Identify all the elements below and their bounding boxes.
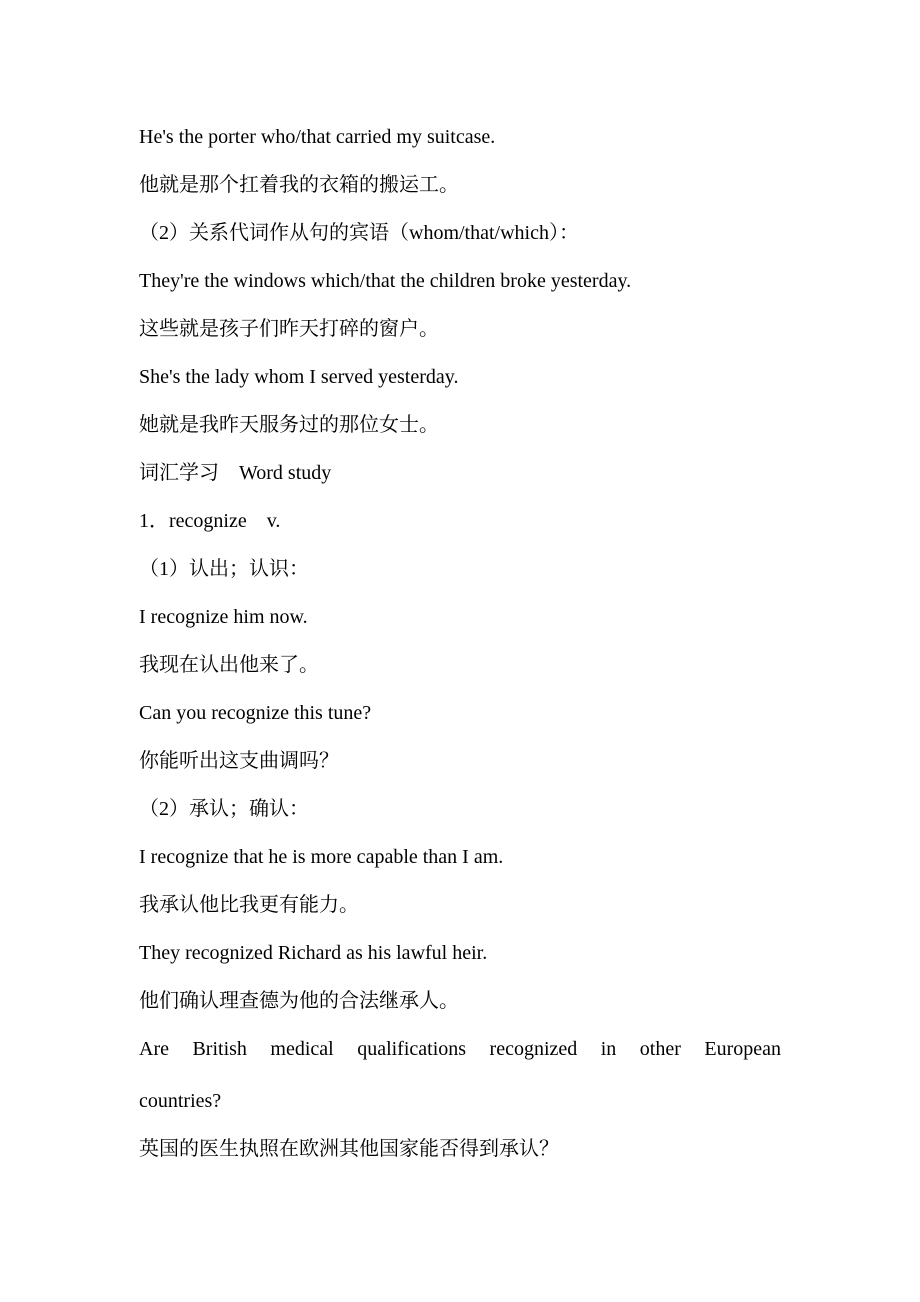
grammar-heading: （2）关系代词作从句的宾语（whom/that/which）： (139, 222, 579, 244)
example-sentence-line1: Are British medical qualifications recognized in other European (139, 1038, 781, 1060)
translation: 我承认他比我更有能力。 (139, 894, 359, 916)
translation: 英国的医生执照在欧洲其他国家能否得到承认？ (139, 1138, 559, 1160)
sense-heading: （1）认出；认识： (139, 558, 309, 580)
example-sentence: I recognize that he is more capable than I am. (139, 846, 504, 868)
example-sentence: Can you recognize this tune? (139, 702, 372, 724)
translation: 你能听出这支曲调吗？ (139, 750, 339, 772)
translation: 他们确认理查德为他的合法继承人。 (139, 990, 459, 1012)
sense-heading: （2）承认；确认： (139, 798, 309, 820)
translation: 她就是我昨天服务过的那位女士。 (139, 414, 439, 436)
document-page (139, 122, 781, 1182)
vocab-entry: 1．recognize v. (139, 510, 281, 532)
section-heading: 词汇学习 Word study (139, 462, 332, 484)
example-sentence-line2: countries? (139, 1090, 222, 1112)
translation: 这些就是孩子们昨天打碎的窗户。 (139, 318, 439, 340)
example-sentence: She's the lady whom I served yesterday. (139, 366, 459, 388)
example-sentence: They recognized Richard as his lawful heir. (139, 942, 488, 964)
translation: 他就是那个扛着我的衣箱的搬运工。 (139, 174, 459, 196)
translation: 我现在认出他来了。 (139, 654, 319, 676)
example-sentence: They're the windows which/that the children broke yesterday. (139, 270, 632, 292)
example-sentence: He's the porter who/that carried my suitcase. (139, 126, 496, 148)
example-sentence: I recognize him now. (139, 606, 308, 628)
